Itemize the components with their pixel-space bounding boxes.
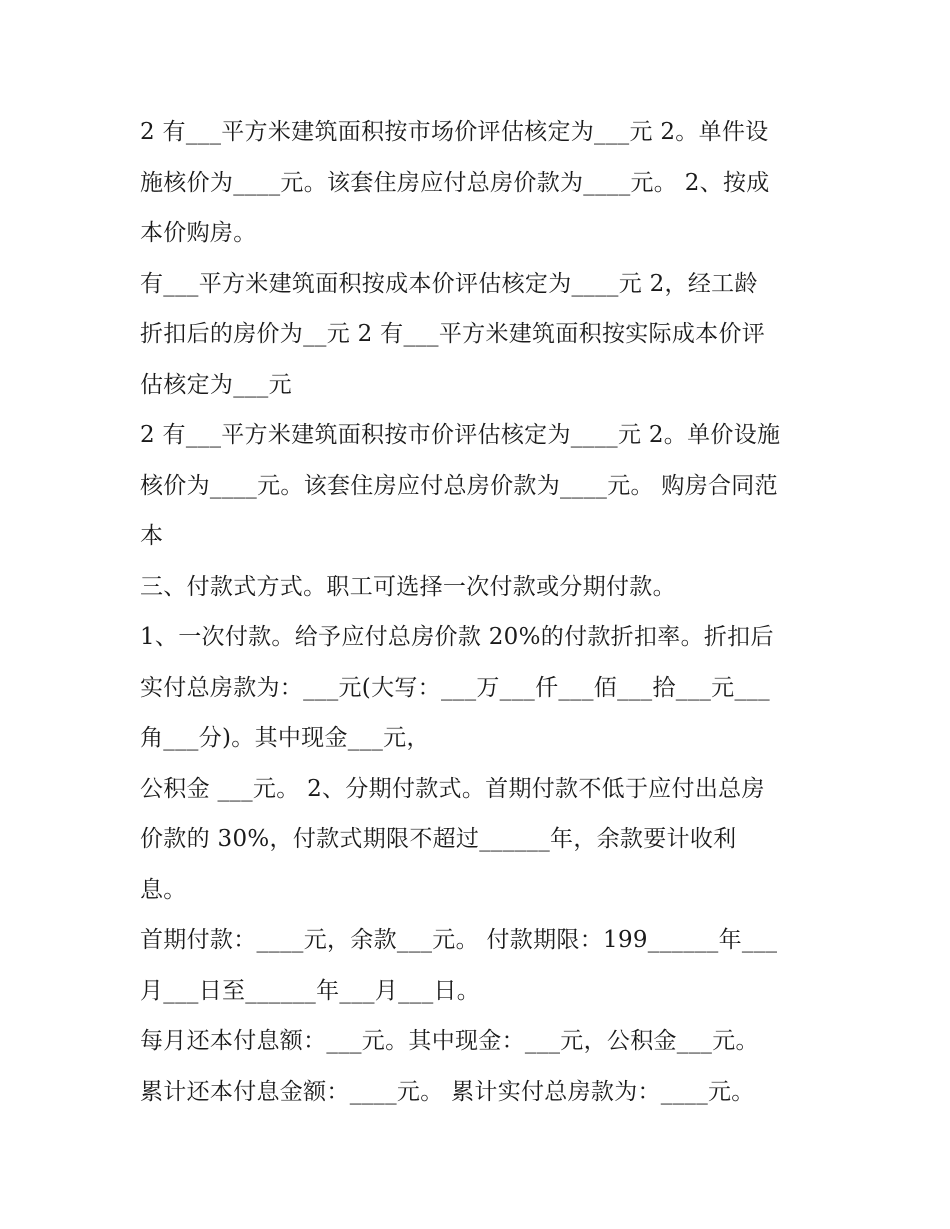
text-line: 每月还本付息额：___元。其中现金：___元，公积金___元。 xyxy=(140,1028,759,1054)
text-line: 施核价为____元。该套住房应付总房价款为____元。 2、按成 xyxy=(140,169,770,196)
text-line: 折扣后的房价为__元 2 有___平方米建筑面积按实际成本价评 xyxy=(140,321,766,347)
text-line: 估核定为___元 xyxy=(140,371,292,398)
text-line: 本价购房。 xyxy=(140,220,257,246)
text-line: 2 有___平方米建筑面积按市场价评估核定为___元 2。单件设 xyxy=(140,119,769,145)
text-line: 角___分)。其中现金___元， xyxy=(140,725,430,751)
text-line: 有___平方米建筑面积按成本价评估核定为____元 2，经工龄 xyxy=(140,270,758,297)
document-body xyxy=(140,107,830,1117)
text-line: 三、付款式方式。职工可选择一次付款或分期付款。 xyxy=(140,573,676,600)
text-line: 累计还本付息金额：____元。 累计实付总房款为：____元。 xyxy=(140,1078,755,1105)
text-line: 本 xyxy=(140,523,164,549)
text-line: 2 有___平方米建筑面积按市价评估核定为____元 2。单价设施 xyxy=(140,422,781,448)
text-line: 首期付款：____元，余款___元。 付款期限：199______年___ xyxy=(140,927,778,953)
text-line: 核价为____元。该套住房应付总房价款为____元。 购房合同范 xyxy=(140,472,778,499)
text-line: 月___日至______年___月___日。 xyxy=(140,977,481,1004)
text-line: 实付总房款为：___元(大写：___万___仟___佰___拾___元___ xyxy=(140,674,770,701)
text-line: 息。 xyxy=(140,876,187,903)
text-line: 1、一次付款。给予应付总房价款 20%的付款折扣率。折扣后 xyxy=(140,624,774,650)
text-line: 价款的 30%，付款式期限不超过______年，余款要计收利 xyxy=(140,826,737,852)
text-line: 公积金 ___元。 2、分期付款式。首期付款不低于应付出总房 xyxy=(140,775,765,802)
